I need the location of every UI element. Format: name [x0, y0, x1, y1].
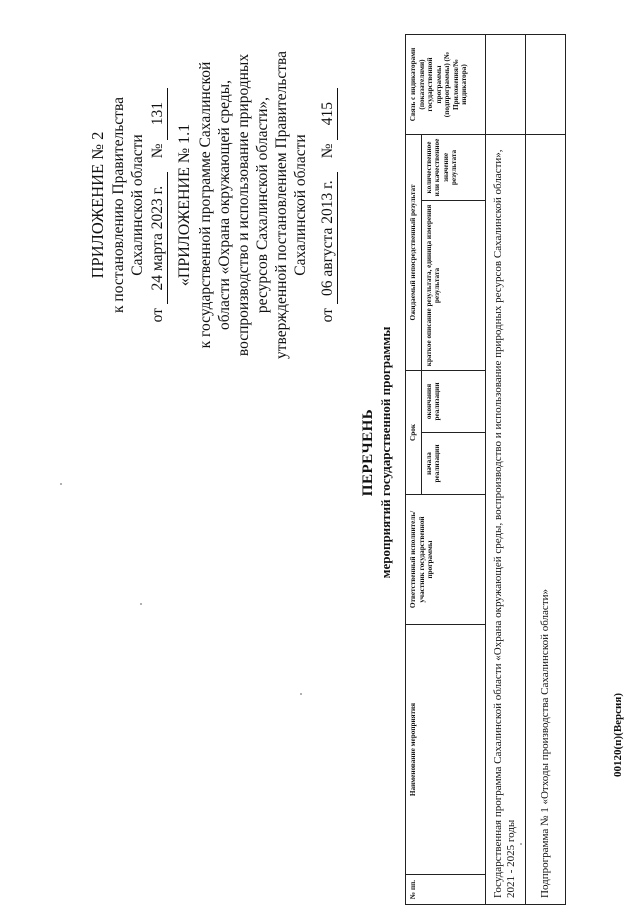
header-result: Ожидаемый непосредственный результат: [406, 135, 422, 371]
sub-appendix-number: 415: [318, 88, 338, 140]
appendix-block: [88, 25, 168, 385]
appendix-number: 131: [148, 88, 168, 140]
scan-speck: [520, 843, 522, 845]
header-responsible: Ответственный исполнитель/участник государственной программы: [406, 495, 486, 625]
table-row-program: [485, 35, 525, 905]
sub-appendix-line-1: к государственной программе Сахалинской: [197, 61, 214, 349]
subprogram-row-text: Подпрограмма № 1 «Отходы производства Сахалинской области»: [525, 135, 565, 905]
sub-appendix-line-4: ресурсов Сахалинской области»,: [254, 96, 271, 314]
sub-appendix-line-6: Сахалинской области: [292, 134, 309, 276]
sub-appendix-num-label: №: [319, 143, 336, 159]
appendix-num-label: №: [149, 143, 166, 159]
document-version-code: 00120(п)(Версия): [612, 693, 624, 777]
header-num: № пп.: [406, 875, 486, 905]
program-row-empty-cell: [485, 35, 525, 135]
header-term: Срок: [406, 371, 422, 495]
header-result-value: количественное или качественное значение результата: [421, 135, 485, 201]
sub-appendix-from-label: от: [319, 308, 336, 323]
sub-appendix-line-2: области «Охрана окружающей среды,: [216, 79, 233, 331]
sub-appendix-date-line: [318, 25, 338, 385]
appendix-date-line: [148, 25, 168, 385]
header-result-description: краткое описание результата, единица измерения результата: [421, 201, 485, 371]
appendix-title: ПРИЛОЖЕНИЕ № 2: [88, 131, 107, 279]
sub-appendix-date: 06 августа 2013 г.: [318, 172, 338, 304]
sub-appendix-line-5: утвержденной постановлением Правительства: [273, 51, 290, 359]
appendix-line-2: Сахалинской области: [129, 134, 146, 276]
header-term-end: окончания реализации: [421, 371, 485, 433]
scan-speck: [300, 693, 302, 695]
program-row-text: Государственная программа Сахалинской области «Охрана окружающей среды, воспроизводство и использование природных ресурсов Сахалинской области», 2021 - 2025 годы: [485, 135, 525, 905]
appendix-line-1: к постановлению Правительства: [110, 97, 127, 313]
page-subtitle: мероприятий государственной программы: [378, 326, 393, 579]
sub-appendix-block: [175, 25, 338, 385]
table-row-subprogram: [525, 35, 565, 905]
subprogram-row-empty-cell: [525, 35, 565, 135]
scan-speck: [60, 483, 62, 485]
sub-appendix-title: «ПРИЛОЖЕНИЕ № 1.1: [176, 123, 193, 287]
header-term-start: начала реализации: [421, 433, 485, 495]
measures-table: [405, 34, 566, 905]
table-header-row-1: [406, 35, 422, 905]
appendix-date: 24 марта 2023 г.: [148, 172, 168, 304]
scan-speck: [140, 603, 142, 605]
header-name: Наименование мероприятия: [406, 625, 486, 875]
header-indicator-link: Связь с индикаторами (показателями) государственной программы (подпрограммы) (№ Приложения/№ индикатора): [406, 35, 486, 135]
appendix-from-label: от: [149, 308, 166, 323]
sub-appendix-line-3: воспроизводство и использование природных: [235, 53, 252, 357]
page-title: ПЕРЕЧЕНЬ: [360, 408, 376, 497]
